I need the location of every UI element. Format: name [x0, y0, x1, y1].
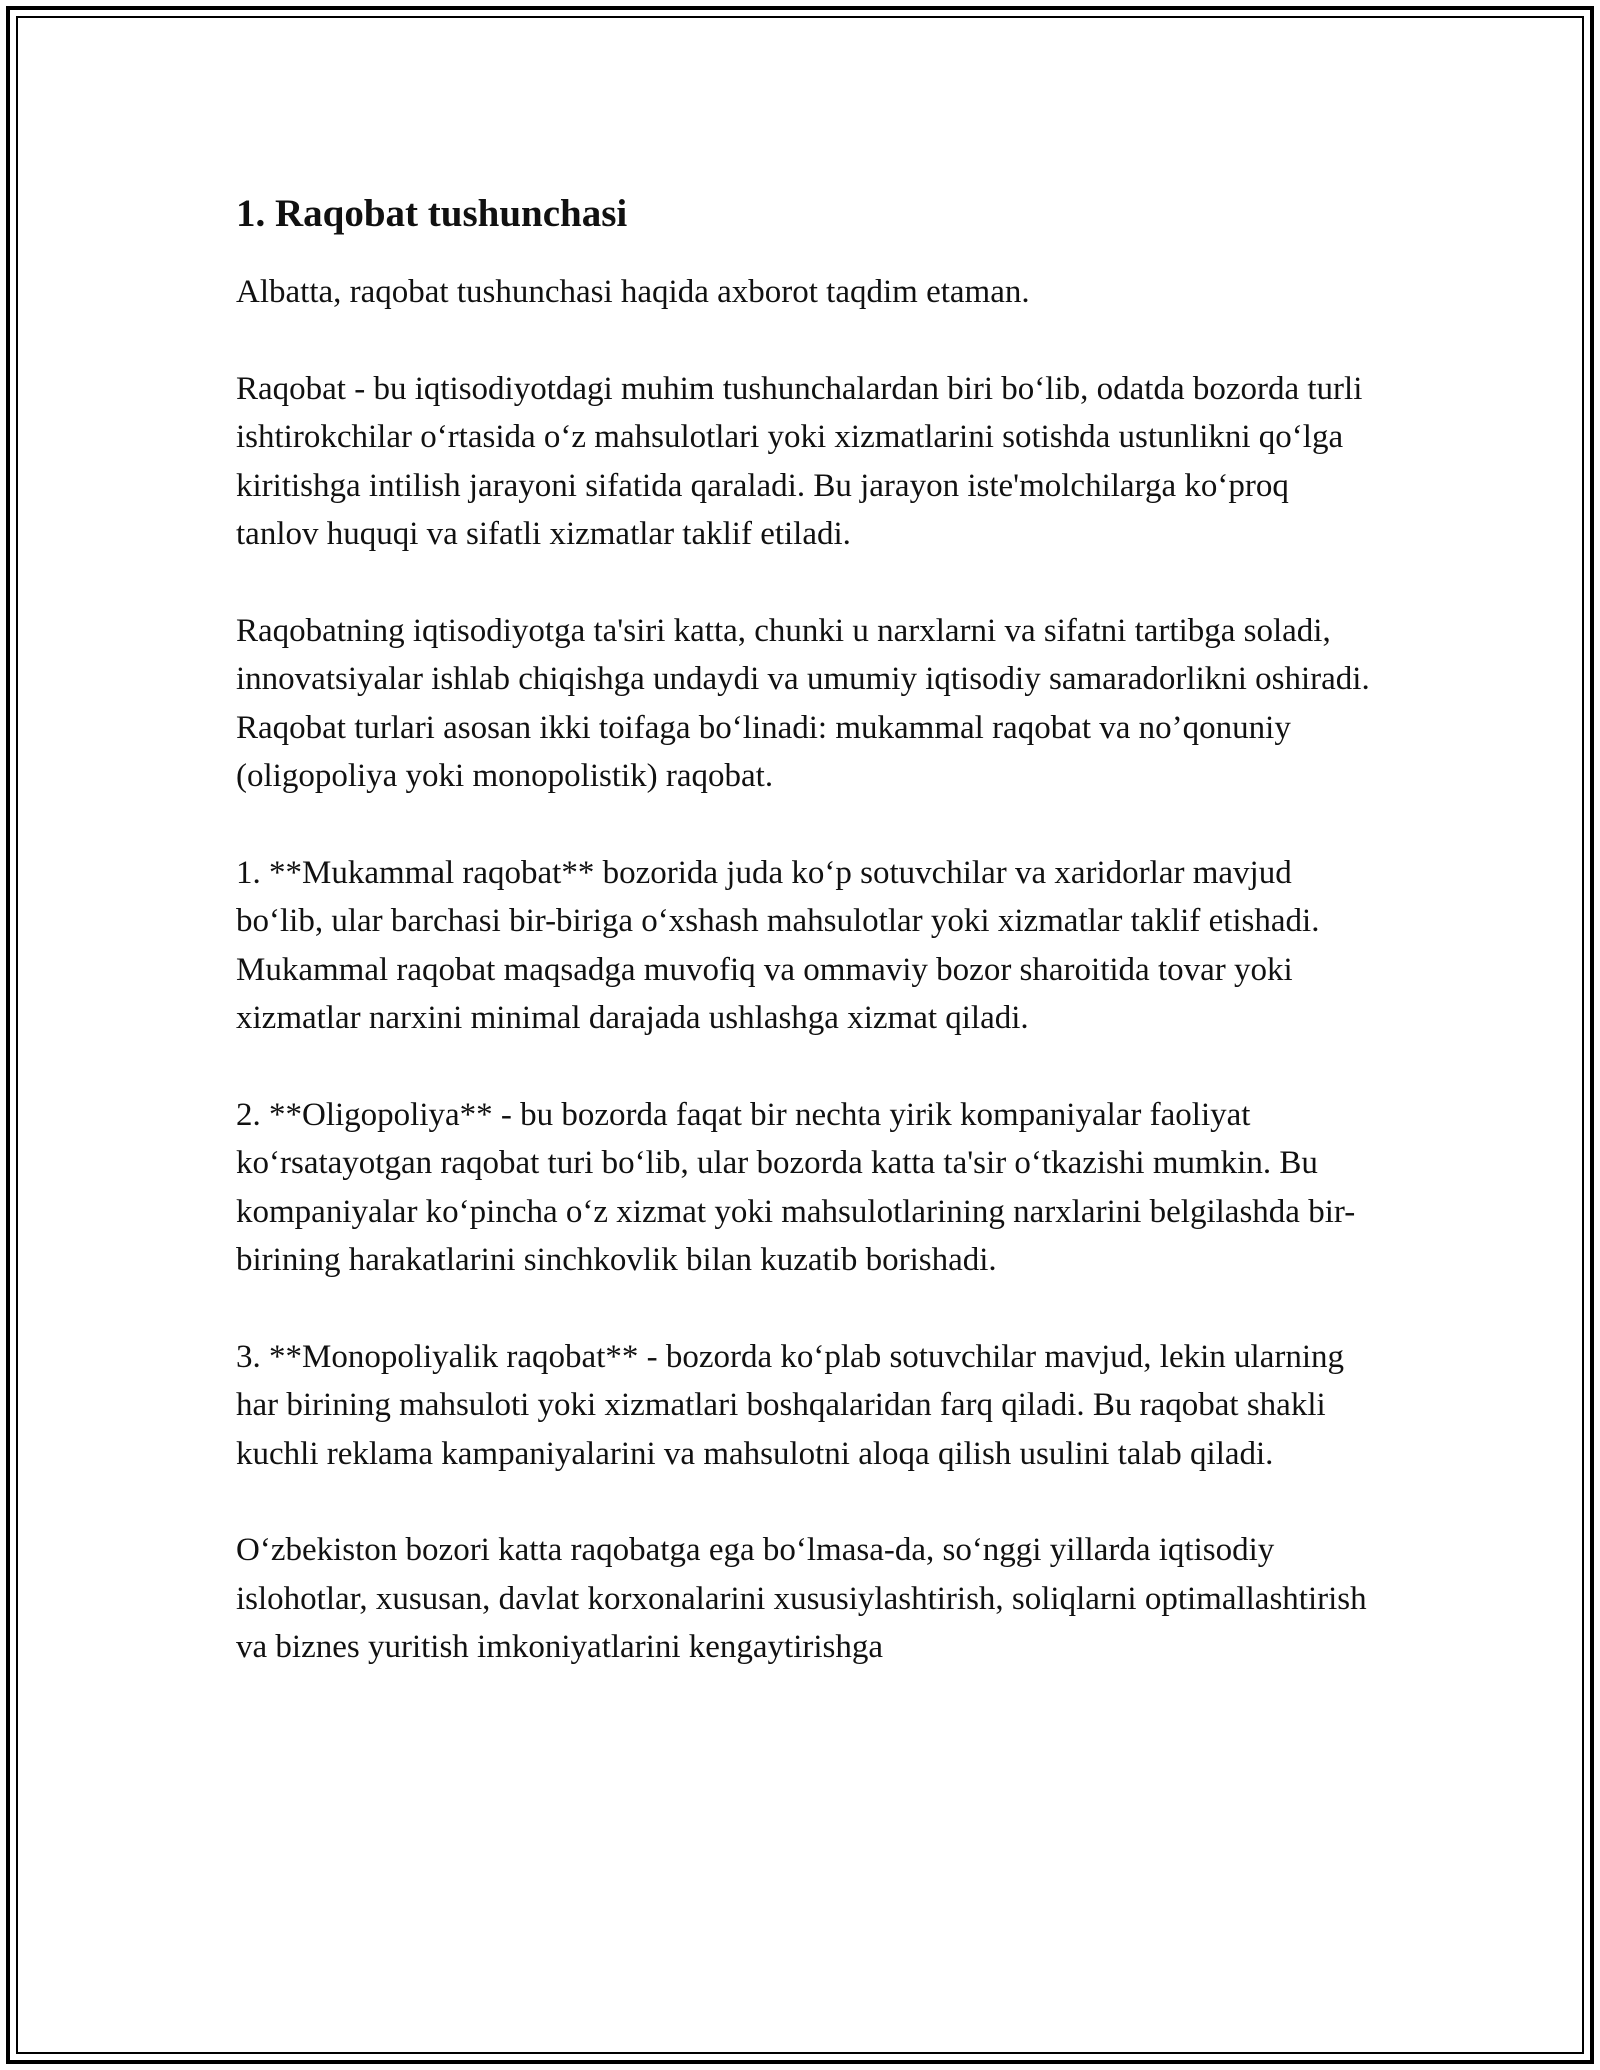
- oligopoly-paragraph: 2. **Oligopoliya** - bu bozorda faqat bir nechta yirik kompaniyalar faoliyat ko‘rsatayotgan raqobat turi bo‘lib, ular bozorda katta ta'sir o‘tkazishi mumkin. Bu kompaniyalar ko‘pincha o‘z xizmat yoki mahsulotlarining narxlarini belgilashda bir-birining harakatlarini sinchkovlik bilan kuzatib borishadi.: [236, 1096, 1356, 1278]
- definition-paragraph: Raqobat - bu iqtisodiyotdagi muhim tushunchalardan biri bo‘lib, odatda bozorda turli ishtirokchilar o‘rtasida o‘z mahsulotlari yoki xizmatlarini sotishda ustunlikni qo‘lga kiritishga intilish jarayoni sifatida qaraladi. Bu jarayon iste'molchilarga ko‘proq tanlov huquqi va sifatli xizmatlar taklif etiladi.: [236, 370, 1363, 552]
- uzbekistan-market-paragraph: O‘zbekiston bozori katta raqobatga ega bo‘lmasa-da, so‘nggi yillarda iqtisodiy islohotlar, xususan, davlat korxonalarini xususiylashtirish, soliqlarni optimallashtirish va biznes yuritish imkoniyatlarini kengaytirishga: [236, 1532, 1367, 1665]
- perfect-competition-paragraph: 1. **Mukammal raqobat** bozorida juda ko‘p sotuvchilar va xaridorlar mavjud bo‘lib, ular barchasi bir-biriga o‘xshash mahsulotlar yoki xizmatlar taklif etishadi. Mukammal raqobat maqsadga muvofiq va ommaviy bozor sharoitida tovar yoki xizmatlar narxini minimal darajada ushlashga xizmat qiladi.: [236, 854, 1320, 1036]
- intro-paragraph: Albatta, raqobat tushunchasi haqida axborot taqdim etaman.: [236, 274, 1030, 310]
- monopolistic-competition-paragraph: 3. **Monopoliyalik raqobat** - bozorda ko‘plab sotuvchilar mavjud, lekin ularning har birining mahsuloti yoki xizmatlari boshqalaridan farq qiladi. Bu raqobat shakli kuchli reklama kampaniyalarini va mahsulotni aloqa qilish usulini talab qiladi.: [236, 1338, 1345, 1472]
- section-heading: 1. Raqobat tushunchasi: [236, 192, 628, 235]
- document-page: [236, 186, 1376, 1720]
- impact-paragraph: Raqobatning iqtisodiyotga ta'siri katta, chunki u narxlarni va sifatni tartibga soladi, innovatsiyalar ishlab chiqishga undaydi va umumiy iqtisodiy samaradorlikni oshiradi. Raqobat turlari asosan ikki toifaga bo‘linadi: mukammal raqobat va no’qonuniy (oligopoliya yoki monopolistik) raqobat.: [236, 612, 1370, 794]
